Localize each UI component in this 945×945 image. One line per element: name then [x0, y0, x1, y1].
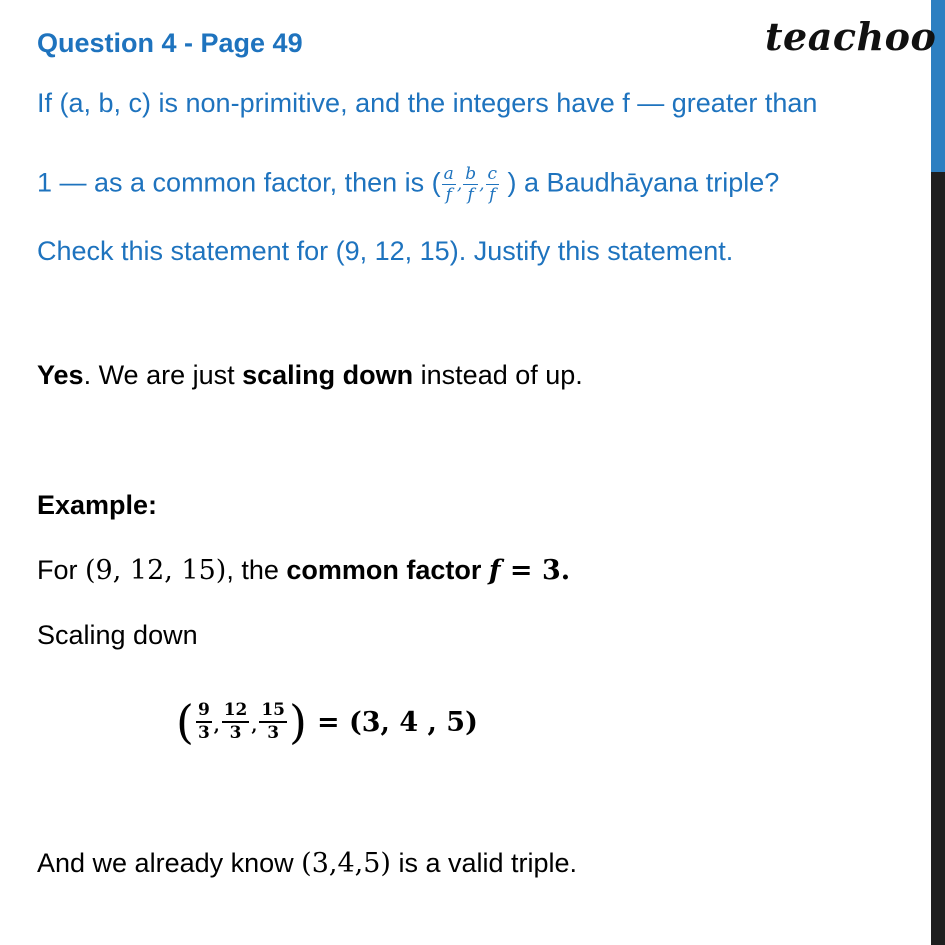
yes-label: Yes: [37, 360, 84, 390]
conclusion-triple: (3,4,5): [301, 848, 391, 879]
fraction-15-over-3: [259, 700, 287, 744]
conclusion-prefix: And we already know: [37, 848, 302, 878]
fraction-denominator: 3: [197, 723, 210, 743]
question-line-3: Check this statement for (9, 12, 15). Justify this statement.: [37, 236, 734, 266]
common-factor-line: [37, 555, 570, 586]
factor-value: = 3.: [500, 555, 571, 586]
fraction-denominator: f: [486, 184, 500, 205]
fraction-numerator: a: [443, 164, 454, 184]
fraction-numerator: 9: [197, 700, 210, 720]
yes-text-2: instead of up.: [413, 360, 583, 390]
open-paren: (: [176, 695, 194, 749]
fraction-denominator: f: [463, 184, 478, 205]
fraction-numerator: 15: [261, 700, 285, 720]
common-factor-label: common factor: [286, 555, 489, 585]
scaling-down-label: scaling down: [242, 360, 414, 390]
equation-result: = (3, 4 , 5): [316, 706, 478, 738]
fraction-9-over-3: [196, 700, 212, 744]
conclusion-suffix: is a valid triple.: [390, 848, 578, 878]
for-prefix: For: [37, 555, 86, 585]
fraction-denominator: 3: [222, 721, 250, 744]
question-title: Question 4 - Page 49: [37, 28, 303, 58]
scaling-down-label-line: Scaling down: [37, 620, 198, 650]
fraction-numerator: b: [465, 164, 477, 184]
fraction-12-over-3: [222, 700, 250, 744]
question-line-2-suffix: ) a Baudhāyana triple?: [500, 167, 780, 198]
for-triple: (9, 12, 15): [85, 555, 227, 586]
yes-text-1: . We are just: [83, 360, 243, 390]
sidebar-scrollbar[interactable]: [931, 0, 945, 945]
teachoo-logo: teachoo: [765, 14, 937, 59]
question-line-2: 1 — as a common factor, then is ( $\frac{a}{f}$ , $\frac{b}{f}$ , $\frac{c}{f}$ ) a Baudhāyana triple?: [37, 164, 780, 205]
question-line-1: If (a, b, c) is non-primitive, and the integers have f — greater than: [37, 88, 818, 118]
scaling-equation: ( $\frac{9}{3}$ , $\frac{12}{3}$ , $\frac{15}{3}$ ) = (3, 4 , 5): [176, 695, 478, 749]
fraction-denominator: 3: [259, 721, 287, 744]
question-line-2-prefix: 1 — as a common factor, then is (: [37, 167, 441, 198]
answer-yes-line: [37, 360, 583, 391]
fraction-c-over-f: [486, 164, 500, 205]
fraction-denominator: f: [442, 184, 456, 205]
fraction-b-over-f: [463, 164, 478, 205]
fraction-numerator: 12: [223, 700, 248, 720]
fraction-numerator: c: [487, 164, 498, 184]
fraction-a-over-f: [442, 164, 456, 205]
close-paren: ): [288, 695, 307, 749]
for-middle: , the: [226, 555, 287, 585]
conclusion-line: [37, 848, 577, 879]
factor-variable: f: [488, 555, 501, 586]
example-heading: Example:: [37, 490, 158, 520]
